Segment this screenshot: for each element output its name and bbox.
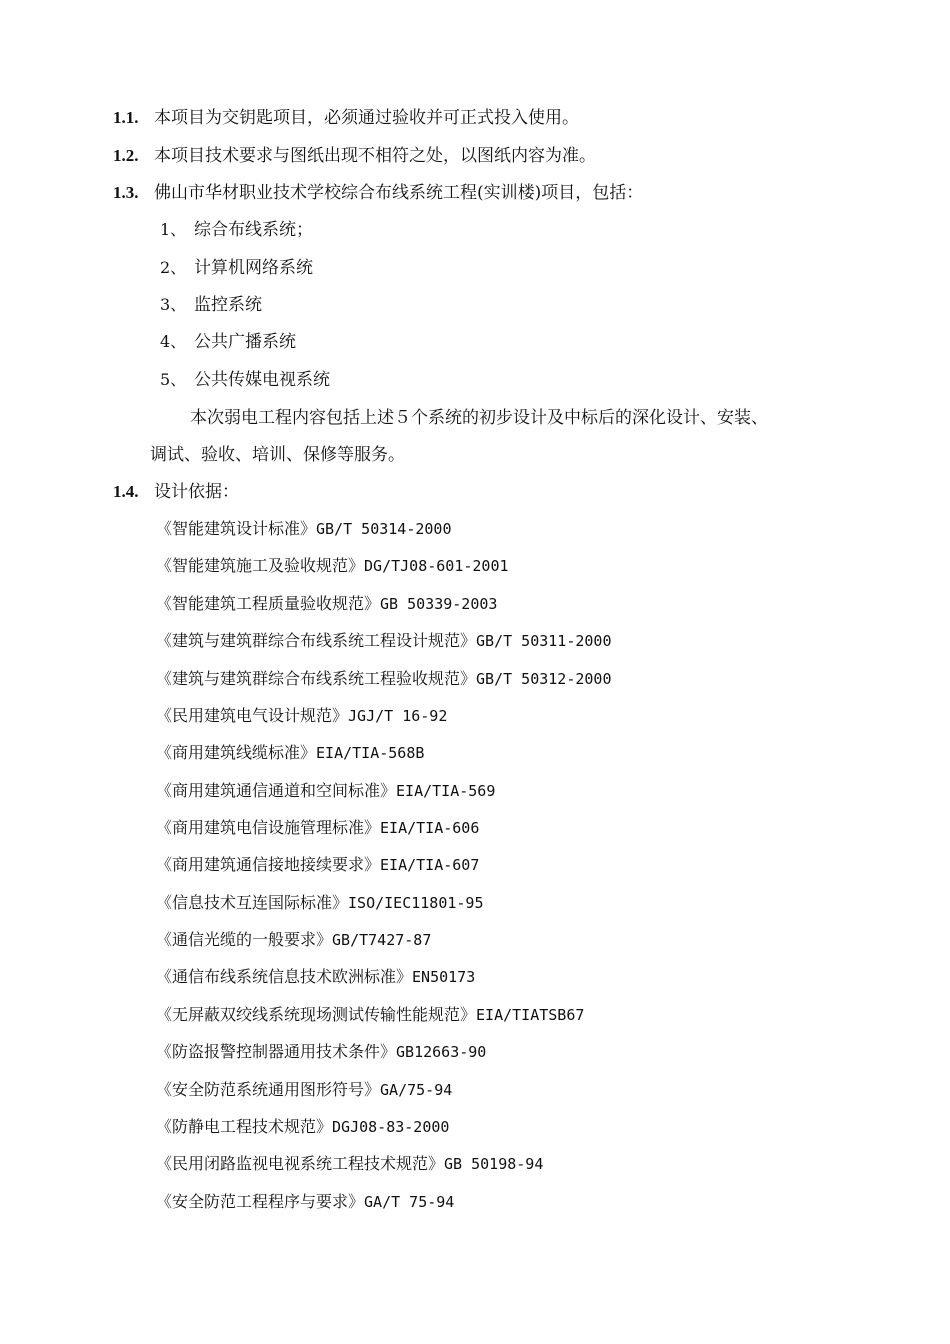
section-text: 佛山市华材职业技术学校综合布线系统工程(实训楼)项目，包括： xyxy=(154,183,644,203)
reference-code: GB/T7427-87 xyxy=(332,931,432,949)
reference-title: 《通信布线系统信息技术欧洲标准》 xyxy=(156,967,413,986)
reference-title: 《安全防范系统通用图形符号》 xyxy=(156,1080,381,1099)
paragraph-line: 调试、验收、培训、保修等服务。 xyxy=(150,445,405,465)
reference-item xyxy=(156,626,611,656)
reference-code: GB 50198-94 xyxy=(444,1155,544,1173)
reference-item xyxy=(156,1075,452,1105)
list-text: 监控系统 xyxy=(194,295,262,315)
reference-code: GB/T 50314-2000 xyxy=(316,520,452,538)
reference-title: 《民用建筑电气设计规范》 xyxy=(156,706,349,725)
reference-title: 《通信光缆的一般要求》 xyxy=(156,930,333,949)
reference-title: 《防盗报警控制器通用技术条件》 xyxy=(156,1042,397,1061)
reference-item xyxy=(156,776,495,806)
reference-title: 《智能建筑施工及验收规范》 xyxy=(156,556,365,575)
scope-paragraph xyxy=(150,400,768,474)
reference-item xyxy=(156,1187,454,1217)
list-text: 综合布线系统； xyxy=(194,220,313,240)
list-index: 2、 xyxy=(160,258,187,277)
list-text: 公共传媒电视系统 xyxy=(194,370,330,390)
reference-code: GA/T 75-94 xyxy=(364,1193,455,1211)
list-index: 4、 xyxy=(160,332,187,351)
reference-item xyxy=(156,701,447,731)
reference-title: 《商用建筑电信设施管理标准》 xyxy=(156,818,381,837)
reference-item xyxy=(156,551,509,581)
reference-code: JGJ/T 16-92 xyxy=(348,707,448,725)
reference-item xyxy=(156,1112,449,1142)
reference-item xyxy=(156,1149,543,1179)
reference-item xyxy=(156,664,611,694)
paragraph-line: 本次弱电工程内容包括上述５个系统的初步设计及中标后的深化设计、安装、 xyxy=(190,408,768,428)
reference-item xyxy=(156,1037,486,1067)
reference-item xyxy=(156,962,475,992)
section-number: 1.1. xyxy=(113,108,139,127)
list-index: 5、 xyxy=(160,370,187,389)
reference-title: 《信息技术互连国际标准》 xyxy=(156,893,349,912)
reference-code: ISO/IEC11801-95 xyxy=(348,894,484,912)
reference-code: GB12663-90 xyxy=(396,1043,487,1061)
reference-code: DGJ08-83-2000 xyxy=(332,1118,450,1136)
reference-title: 《智能建筑设计标准》 xyxy=(156,519,317,538)
reference-code: GB 50339-2003 xyxy=(380,595,498,613)
reference-item xyxy=(156,738,424,768)
reference-code: GB/T 50312-2000 xyxy=(476,670,612,688)
reference-code: EIA/TIA-607 xyxy=(380,856,480,874)
reference-title: 《防静电工程技术规范》 xyxy=(156,1117,333,1136)
reference-code: EIA/TIATSB67 xyxy=(476,1006,585,1024)
section-text: 本项目为交钥匙项目，必须通过验收并可正式投入使用。 xyxy=(154,108,579,128)
reference-item xyxy=(156,514,451,544)
reference-item xyxy=(156,925,431,955)
reference-code: DG/TJ08-601-2001 xyxy=(364,557,509,575)
section-number: 1.2. xyxy=(113,146,139,165)
reference-item xyxy=(156,850,479,880)
reference-code: EIA/TIA-606 xyxy=(380,819,480,837)
reference-code: EN50173 xyxy=(412,968,476,986)
reference-title: 《建筑与建筑群综合布线系统工程设计规范》 xyxy=(156,631,477,650)
list-index: 1、 xyxy=(160,220,187,239)
reference-title: 《商用建筑通信通道和空间标准》 xyxy=(156,781,397,800)
reference-title: 《安全防范工程程序与要求》 xyxy=(156,1192,365,1211)
section-text: 本项目技术要求与图纸出现不相符之处，以图纸内容为准。 xyxy=(154,146,596,166)
reference-title: 《商用建筑线缆标准》 xyxy=(156,743,317,762)
reference-code: EIA/TIA-568B xyxy=(316,744,425,762)
section-number: 1.4. xyxy=(113,482,139,501)
section-text: 设计依据： xyxy=(154,482,239,502)
reference-code: GB/T 50311-2000 xyxy=(476,632,612,650)
reference-code: GA/75-94 xyxy=(380,1081,453,1099)
reference-item xyxy=(156,888,483,918)
reference-title: 《无屏蔽双绞线系统现场测试传输性能规范》 xyxy=(156,1005,477,1024)
reference-title: 《民用闭路监视电视系统工程技术规范》 xyxy=(156,1154,445,1173)
reference-code: EIA/TIA-569 xyxy=(396,782,496,800)
reference-title: 《智能建筑工程质量验收规范》 xyxy=(156,594,381,613)
reference-title: 《建筑与建筑群综合布线系统工程验收规范》 xyxy=(156,669,477,688)
section-number: 1.3. xyxy=(113,183,139,202)
list-text: 公共广播系统 xyxy=(194,332,296,352)
reference-title: 《商用建筑通信接地接续要求》 xyxy=(156,855,381,874)
list-text: 计算机网络系统 xyxy=(194,258,313,278)
reference-item xyxy=(156,1000,584,1030)
reference-item xyxy=(156,589,497,619)
reference-item xyxy=(156,813,479,843)
list-index: 3、 xyxy=(160,295,187,314)
